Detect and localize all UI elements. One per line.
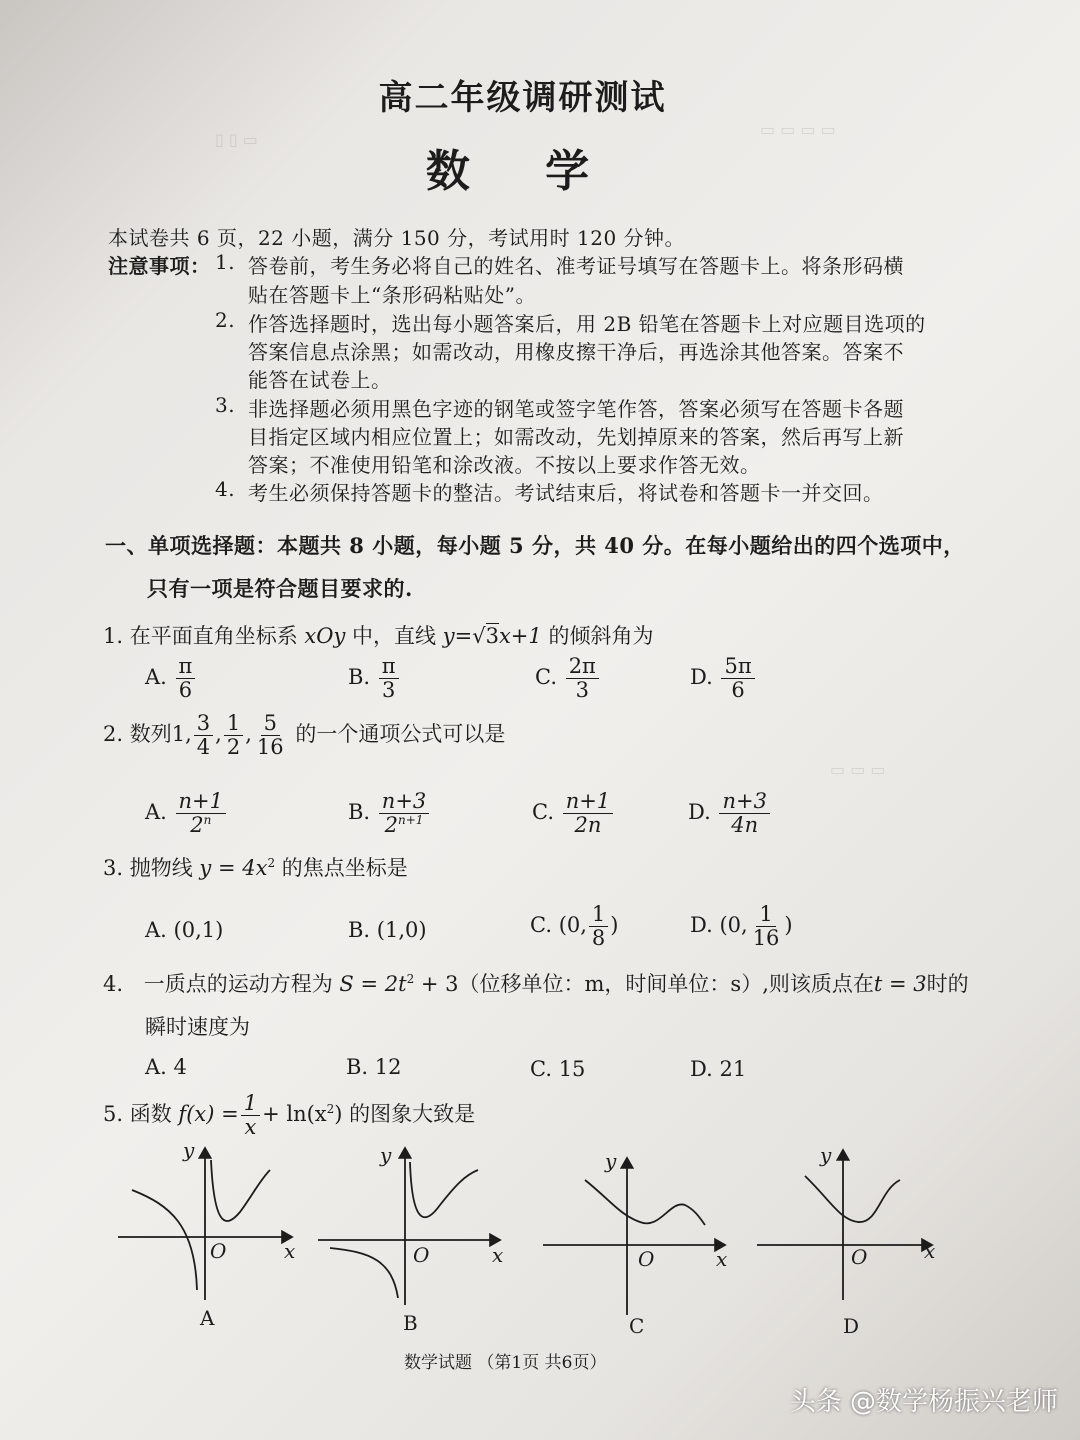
option-label: C. [530, 913, 552, 938]
question-text: 的焦点坐标是 [281, 856, 408, 880]
frac-num: 1 [756, 903, 775, 927]
y-axis-label: y [820, 1143, 832, 1167]
option-text: (0, [558, 913, 587, 938]
curve-right [211, 1160, 270, 1221]
note-line: 贴在答题卡上“条形码粘贴处”。 [248, 283, 536, 307]
question-number: 4. [103, 972, 124, 996]
note-number: 2. [215, 308, 236, 332]
math-expr: t = 3 [873, 972, 927, 996]
notes-label: 注意事项： [108, 254, 211, 278]
frac-num: 5 [261, 712, 280, 736]
graph-option-label: B [403, 1311, 418, 1335]
math-sup: 2 [267, 856, 276, 870]
question-number: 1. [103, 624, 124, 648]
math-expr: y = 4x [199, 856, 268, 880]
den-base: 2 [384, 813, 399, 838]
question-text: 中，直线 [352, 624, 437, 648]
curve-left [330, 1248, 398, 1298]
page-footer: 数学试题 （第1页 共6页） [404, 1353, 607, 1373]
sqrt-symbol: √ [472, 624, 486, 648]
question-number: 2. [103, 722, 124, 747]
math-sup: 2 [406, 972, 415, 986]
math-expr: y= [442, 624, 473, 648]
frac-num: 1 [589, 903, 608, 927]
bleed-through-mark: ▯ ▯ ▭ [215, 130, 258, 149]
note-line: 非选择题必须用黑色字迹的钢笔或签字笔作答，答案必须写在答题卡各题 [248, 397, 904, 421]
curve [585, 1180, 705, 1225]
question-4-cont: 瞬时速度为 [145, 1015, 250, 1039]
option-text: (1,0) [376, 918, 427, 942]
frac-num: n+1 [176, 790, 226, 814]
frac-num: n+1 [563, 790, 613, 814]
graph-d[interactable] [757, 1150, 932, 1300]
section-heading: 一、单项选择题：本题共 8 小题，每小题 5 分，共 40 分。在每小题给出的四个选项中， [105, 533, 965, 558]
x-axis-label: x [284, 1239, 296, 1263]
question-2: 2. 数列1, $\frac{3}{4}$ , $\frac{1}{2}$ , $\frac{5}{16}$ 的一个通项公式可以是 [103, 711, 506, 760]
frac-num: 1 [224, 712, 243, 736]
math-sup: 2 [326, 1102, 335, 1117]
question-text: （位移单位：m，时间单位：s）,则该质点在 [458, 972, 874, 996]
x-axis-label: x [716, 1247, 728, 1271]
math-var: xOy [304, 624, 346, 648]
note-line: 考生必须保持答题卡的整洁。考试结束后，将试卷和答题卡一并交回。 [248, 481, 884, 505]
question-text: 抛物线 [129, 856, 193, 880]
question-text: 数列 [129, 722, 172, 747]
frac-den: 2 [226, 735, 241, 760]
option-text: 12 [374, 1055, 402, 1079]
x-axis-label: x [492, 1243, 504, 1267]
question-text: 函数 [129, 1102, 172, 1127]
frac-den: 3 [575, 678, 589, 703]
note-line: 答卷前，考生务必将自己的姓名、准考证号填写在答题卡上。将条形码横 [248, 254, 904, 278]
option-label: C. [532, 800, 554, 825]
math-expr: f(x) = [178, 1102, 239, 1127]
math-expr: + ln(x [262, 1102, 327, 1127]
curve-right [410, 1162, 478, 1217]
option-label: C. [535, 665, 557, 690]
question-text: 时的 [926, 972, 969, 996]
graph-option-label: D [843, 1314, 860, 1338]
curve-left [132, 1190, 197, 1290]
option-label: B. [346, 1055, 369, 1079]
den-sup: n [203, 813, 212, 828]
y-axis-label: y [380, 1143, 392, 1167]
bleed-through-mark: ▭ ▭ ▭ [830, 760, 886, 779]
option-text: (0,1) [173, 918, 224, 942]
option-label: B. [348, 665, 371, 690]
note-line: 作答选择题时，选出每小题答案后，用 2B 铅笔在答题卡上对应题目选项的 [248, 312, 926, 336]
y-axis-label: y [183, 1138, 195, 1162]
note-number: 1. [215, 250, 236, 274]
option-label: B. [348, 800, 371, 825]
option-label: A. [145, 800, 167, 825]
origin-label: O [210, 1239, 227, 1263]
exam-intro: 本试卷共 6 页，22 小题，满分 150 分，考试用时 120 分钟。 [108, 226, 686, 250]
subject-title: 数 学 [425, 146, 620, 197]
option-text: (0, [719, 913, 748, 938]
curve [805, 1176, 900, 1222]
frac-num: 1 [241, 1092, 260, 1116]
option-label: D. [690, 1057, 713, 1081]
frac-num: π [176, 655, 196, 679]
question-text: 在平面直角坐标系 [129, 624, 298, 648]
option-text: ) [784, 913, 793, 938]
frac-den: 4 [196, 735, 211, 760]
watermark: 头条 @数学杨振兴老师 [789, 1387, 1058, 1417]
question-number: 3. [103, 856, 124, 880]
option-label: D. [688, 800, 711, 825]
frac-num: n+3 [719, 790, 769, 814]
frac-num: n+3 [379, 790, 429, 814]
den-sup: n+1 [398, 813, 424, 828]
math-expr: ) [334, 1102, 343, 1127]
option-text: 21 [719, 1057, 747, 1081]
question-text: 一质点的运动方程为 [143, 972, 333, 996]
frac-den: x [244, 1115, 257, 1140]
section-heading-cont: 只有一项是符合题目要求的. [147, 576, 413, 601]
option-text: 4 [173, 1055, 187, 1079]
exam-title: 高二年级调研测试 [378, 78, 667, 118]
bleed-through-mark: ▭ ▭ ▭ ▭ [760, 120, 836, 139]
option-text: 15 [558, 1057, 586, 1081]
note-line: 能答在试卷上。 [248, 368, 392, 392]
frac-den: 6 [178, 678, 193, 703]
option-label: B. [348, 918, 371, 942]
question-text: 的一个通项公式可以是 [295, 722, 506, 747]
frac-den: 16 [256, 735, 284, 760]
math-expr: x+1 [498, 624, 542, 648]
graph-option-label: C [629, 1314, 645, 1338]
note-number: 3. [215, 393, 236, 417]
option-text: ) [610, 913, 619, 938]
option-label: A. [145, 918, 167, 942]
note-number: 4. [215, 477, 236, 501]
option-label: D. [690, 913, 713, 938]
y-axis-label: y [605, 1149, 617, 1173]
frac-den: 6 [731, 678, 745, 703]
question-number: 5. [103, 1102, 124, 1127]
frac-num: 3 [194, 712, 213, 736]
den-base: 2 [190, 813, 204, 838]
option-label: A. [145, 665, 167, 690]
sqrt-arg: 3 [485, 624, 499, 648]
frac-num: π [379, 655, 399, 679]
frac-num: 2π [566, 655, 599, 679]
frac-den: 16 [752, 926, 780, 951]
graph-c[interactable] [543, 1158, 728, 1315]
question-text: 的倾斜角为 [548, 624, 654, 648]
note-line: 答案信息点涂黑；如需改动，用橡皮擦干净后，再选涂其他答案。答案不 [248, 340, 904, 364]
frac-den: 3 [382, 678, 396, 703]
option-label: C. [530, 1057, 552, 1081]
frac-den: 2n [574, 813, 602, 838]
graph-a[interactable] [118, 1148, 292, 1300]
frac-den: 8 [591, 926, 606, 951]
note-line: 目指定区域内相应位置上；如需改动，先划掉原来的答案，然后再写上新 [248, 425, 904, 449]
x-axis-label: x [924, 1239, 936, 1263]
note-line: 答案；不准使用铅笔和涂改液。不按以上要求作答无效。 [248, 453, 761, 477]
frac-num: 5π [721, 655, 754, 679]
math-expr: S = 2t [339, 972, 407, 996]
graph-option-label: A [200, 1306, 215, 1330]
origin-label: O [851, 1245, 868, 1269]
question-text: 的图象大致是 [349, 1102, 476, 1127]
sequence-term: 1, [171, 722, 192, 747]
graph-b[interactable] [318, 1148, 500, 1305]
frac-den: 4n [731, 813, 759, 838]
origin-label: O [638, 1247, 655, 1271]
option-label: A. [145, 1055, 167, 1079]
math-expr: + 3 [414, 972, 459, 996]
origin-label: O [413, 1243, 430, 1267]
option-label: D. [690, 665, 713, 690]
